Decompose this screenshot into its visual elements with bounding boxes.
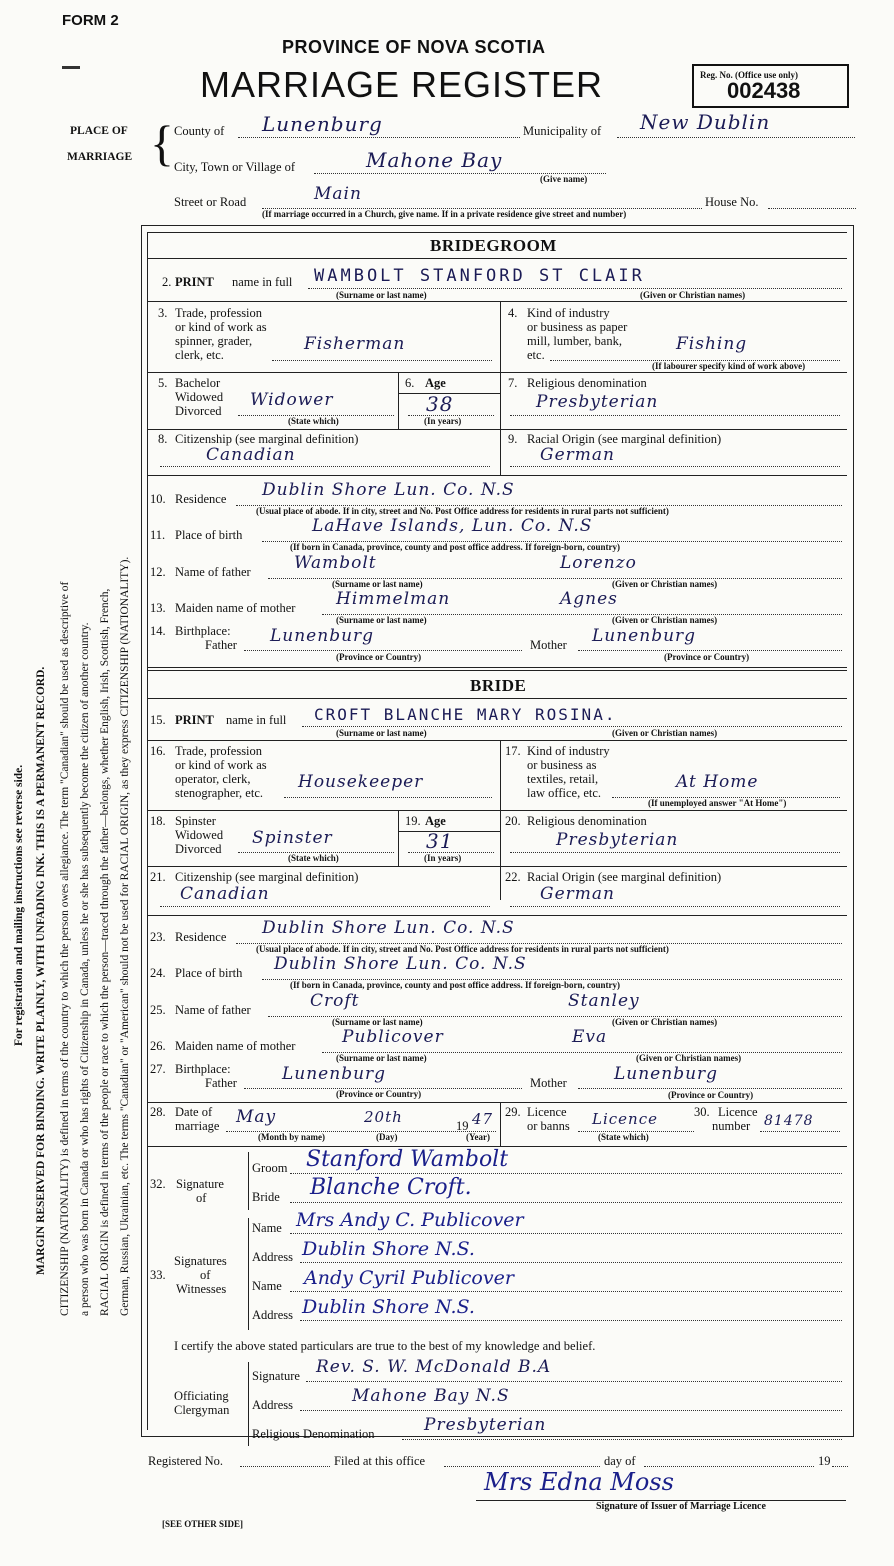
issuer-caption: Signature of Issuer of Marriage Licence <box>596 1501 766 1512</box>
witnesses-label: of <box>200 1268 211 1282</box>
item-number: 30. <box>694 1105 710 1119</box>
groom-father-surname: Wambolt <box>294 553 377 573</box>
clergy-signature-label: Signature <box>252 1369 300 1383</box>
years-caption: (In years) <box>424 853 462 863</box>
age-label: Age <box>425 814 446 828</box>
item-number: 21. <box>150 870 166 884</box>
given-caption: (Given or Christian names) <box>612 728 718 738</box>
witness-address-label: Address <box>252 1308 293 1322</box>
state-which-caption: (State which) <box>288 416 339 426</box>
licence-number-label: Licence <box>718 1105 758 1119</box>
year-caption: (Year) <box>466 1132 490 1142</box>
item-number: 4. <box>508 306 518 320</box>
marriage-month: May <box>236 1107 277 1127</box>
province-caption: (Province or Country) <box>336 1089 422 1099</box>
item-number: 3. <box>158 306 168 320</box>
groom-citizenship: Canadian <box>206 445 296 465</box>
given-caption: (Given or Christian names) <box>612 1017 718 1027</box>
item-number: 14. <box>150 624 166 638</box>
father-label: Name of father <box>175 565 251 579</box>
given-caption: (Given or Christian names) <box>636 1053 742 1063</box>
bride-industry: At Home <box>676 772 759 792</box>
bride-place-of-birth: Dublin Shore Lun. Co. N.S <box>274 954 527 974</box>
margin-binding-notice: MARGIN RESERVED FOR BINDING. WRITE PLAINLY, WITH UNFADING INK. THIS IS A PERMANENT RECORD. <box>35 666 47 1275</box>
industry-label: or business as <box>527 758 597 772</box>
item-number: 16. <box>150 744 166 758</box>
groom-status: Widower <box>250 390 334 410</box>
birthplace-note: (If born in Canada, province, county and post office address. If foreign-born, country) <box>290 980 621 990</box>
house-label: House No. <box>705 195 759 209</box>
residence-label: Residence <box>175 492 227 506</box>
officiating-label: Officiating <box>174 1389 229 1403</box>
status-label: Divorced <box>175 404 222 418</box>
licence-number-label: number <box>712 1119 751 1133</box>
status-label: Bachelor <box>175 376 221 390</box>
trade-label: operator, clerk, <box>175 772 251 786</box>
province-caption: (Province or Country) <box>336 652 422 662</box>
item-number: 15. <box>150 713 166 727</box>
item-number: 27. <box>150 1062 166 1076</box>
groom-father-birthplace: Lunenburg <box>270 626 375 646</box>
item-number: 25. <box>150 1003 166 1017</box>
county-label: County of <box>174 124 225 138</box>
groom-age: 38 <box>426 392 454 416</box>
mother-label: Maiden name of mother <box>175 1039 296 1053</box>
trade-label: or kind of work as <box>175 320 267 334</box>
bridegroom-heading: BRIDEGROOM <box>430 236 557 255</box>
groom-signature: Stanford Wambolt <box>306 1147 509 1172</box>
item-number: 13. <box>150 601 166 615</box>
city-label: City, Town or Village of <box>174 160 296 174</box>
reg-label: Reg. No. (Office use only) <box>700 70 798 80</box>
margin-citizenship-1: CITIZENSHIP (NATIONALITY) is defined in terms of the country to which the person owes allegiance. The term "Canadian" should be used as descriptive of <box>59 581 71 1316</box>
religion-label: Religious denomination <box>527 814 647 828</box>
city-value: Mahone Bay <box>366 148 503 172</box>
margin-instructions: For registration and mailing instructions see reverse side. <box>13 764 25 1046</box>
birthplace-note: (If born in Canada, province, county and post office address. If foreign-born, country) <box>290 542 621 552</box>
clergy-address-label: Address <box>252 1398 293 1412</box>
witness2-name: Andy Cyril Publicover <box>304 1267 514 1289</box>
date-label: marriage <box>175 1119 220 1133</box>
clergy-address: Mahone Bay N.S <box>352 1386 510 1406</box>
item-number: 12. <box>150 565 166 579</box>
groom-industry: Fishing <box>676 334 748 354</box>
surname-caption: (Surname or last name) <box>336 615 427 625</box>
industry-label: textiles, retail, <box>527 772 599 786</box>
clergy-denomination-label: Religious Denomination <box>252 1427 375 1441</box>
father-label: Name of father <box>175 1003 251 1017</box>
given-caption: (Given or Christian names) <box>640 290 746 300</box>
groom-religion: Presbyterian <box>536 392 659 412</box>
margin-racial-1: RACIAL ORIGIN is defined in terms of the people or race to which the person—traced through the father—belongs, whether English, Irish, Scottish, French, <box>99 588 111 1316</box>
residence-note: (Usual place of abode. If in city, street and No. Post Office address for residents in rural parts not sufficient) <box>256 944 669 954</box>
margin-citizenship-2: a person who was born in Canada or who has rights of Citizenship in Canada, unless he or she has subsequently become the citizen of another country. <box>79 622 91 1316</box>
groom-trade: Fisherman <box>304 334 406 354</box>
item-number: 17. <box>505 744 521 758</box>
item-number: 33. <box>150 1268 166 1282</box>
industry-label: Kind of industry <box>527 306 610 320</box>
item-number: 7. <box>508 376 518 390</box>
groom-full-name: WAMBOLT STANFORD ST CLAIR <box>314 266 645 286</box>
trade-label: clerk, etc. <box>175 348 224 362</box>
industry-label: Kind of industry <box>527 744 610 758</box>
filed-label: Filed at this office <box>334 1454 426 1468</box>
bride-father-surname: Croft <box>310 991 360 1011</box>
signature-label: of <box>196 1191 207 1205</box>
bride-residence: Dublin Shore Lun. Co. N.S <box>262 918 515 938</box>
bride-age: 31 <box>426 829 454 853</box>
municipality-value: New Dublin <box>640 110 771 134</box>
brace: { <box>150 115 174 171</box>
witness1-address: Dublin Shore N.S. <box>302 1238 475 1260</box>
years-caption: (In years) <box>424 416 462 426</box>
witness-name-label: Name <box>252 1279 282 1293</box>
street-label: Street or Road <box>174 195 247 209</box>
item-number: 22. <box>505 870 521 884</box>
mother-label: Maiden name of mother <box>175 601 296 615</box>
bride-mother-surname: Publicover <box>342 1027 444 1047</box>
industry-label: law office, etc. <box>527 786 602 800</box>
bride-status: Spinster <box>252 828 333 848</box>
surname-caption: (Surname or last name) <box>332 1017 423 1027</box>
item-number: 5. <box>158 376 168 390</box>
given-caption: (Given or Christian names) <box>612 579 718 589</box>
surname-caption: (Surname or last name) <box>332 579 423 589</box>
bride-father-given: Stanley <box>568 991 640 1011</box>
item-number: 9. <box>508 432 518 446</box>
witness1-name: Mrs Andy C. Publicover <box>296 1209 524 1231</box>
groom-residence: Dublin Shore Lun. Co. N.S <box>262 480 515 500</box>
item-number: 19. <box>405 814 421 828</box>
licence-or-banns: Licence <box>592 1110 658 1128</box>
status-label: Divorced <box>175 842 222 856</box>
trade-label: Trade, profession <box>175 744 263 758</box>
licence-number: 81478 <box>764 1113 814 1129</box>
print-label: name in full <box>232 275 293 289</box>
municipality-label: Municipality of <box>523 124 602 138</box>
print-bold: PRINT <box>175 275 214 289</box>
punch-mark <box>62 66 80 69</box>
witnesses-label: Signatures <box>174 1254 227 1268</box>
witness-name-label: Name <box>252 1221 282 1235</box>
groom-mother-surname: Himmelman <box>336 589 451 609</box>
print-label: name in full <box>226 713 287 727</box>
item-number: 24. <box>150 966 166 980</box>
licence-label: Licence <box>527 1105 567 1119</box>
trade-label: stenographer, etc. <box>175 786 264 800</box>
witness-address-label: Address <box>252 1250 293 1264</box>
form-label: FORM 2 <box>62 12 119 29</box>
marriage-day: 20th <box>364 1108 403 1126</box>
state-which-caption: (State which) <box>598 1132 649 1142</box>
witnesses-label: Witnesses <box>176 1282 227 1296</box>
province-caption: (Province or Country) <box>668 1090 754 1100</box>
clergy-denomination: Presbyterian <box>424 1415 547 1435</box>
bride-full-name: CROFT BLANCHE MARY ROSINA. <box>314 705 617 724</box>
trade-label: spinner, grader, <box>175 334 253 348</box>
surname-caption: (Surname or last name) <box>336 290 427 300</box>
groom-mother-birthplace: Lunenburg <box>592 626 697 646</box>
item-number: 20. <box>505 814 521 828</box>
surname-caption: (Surname or last name) <box>336 1053 427 1063</box>
groom-racial-origin: German <box>540 445 615 465</box>
bride-heading: BRIDE <box>470 676 527 695</box>
issuer-signature: Mrs Edna Moss <box>484 1468 674 1496</box>
citizenship-label: Citizenship (see marginal definition) <box>175 432 359 446</box>
given-caption: (Given or Christian names) <box>612 615 718 625</box>
place-label-1: PLACE OF <box>70 125 128 137</box>
age-label: Age <box>425 376 446 390</box>
groom-place-of-birth: LaHave Islands, Lun. Co. N.S <box>312 516 593 536</box>
birthplace-label: Place of birth <box>175 528 243 542</box>
bride-mother-birthplace: Lunenburg <box>614 1064 719 1084</box>
witness2-address: Dublin Shore N.S. <box>302 1296 475 1318</box>
groom-father-given: Lorenzo <box>560 553 637 573</box>
clergy-signature: Rev. S. W. McDonald B.A <box>316 1357 552 1377</box>
marriage-year: 47 <box>472 1110 494 1128</box>
residence-note: (Usual place of abode. If in city, street and No. Post Office address for residents in rural parts not sufficient) <box>256 506 669 516</box>
give-name-caption: (Give name) <box>540 174 588 184</box>
bride-signature: Blanche Croft. <box>310 1175 472 1200</box>
birthplace-label: Place of birth <box>175 966 243 980</box>
residence-label: Residence <box>175 930 227 944</box>
marriage-year-prefix: 19 <box>456 1119 469 1133</box>
item-number: 10. <box>150 492 166 506</box>
bride-religion: Presbyterian <box>556 830 679 850</box>
bride-father-birthplace: Lunenburg <box>282 1064 387 1084</box>
print-bold: PRINT <box>175 713 214 727</box>
margin-racial-2: German, Russian, Ukrainian, etc. The terms "Canadian" or "American" should not be used for RACIAL ORIGIN, as they express CITIZENSHIP (NATIONALITY). <box>119 556 131 1316</box>
item-number: 29. <box>505 1105 521 1119</box>
reg-number: 002438 <box>727 78 801 103</box>
street-note: (If marriage occurred in a Church, give name. If in a private residence give street and number) <box>262 209 627 219</box>
father-birthplace-label: Father <box>205 638 237 652</box>
day-of-label: day of <box>604 1454 636 1468</box>
item-number: 6. <box>405 376 415 390</box>
page-title: MARRIAGE REGISTER <box>200 64 604 105</box>
street-value: Main <box>314 184 362 204</box>
province-caption: (Province or Country) <box>664 652 750 662</box>
bride-racial-origin: German <box>540 884 615 904</box>
registered-label: Registered No. <box>148 1454 223 1468</box>
industry-label: mill, lumber, bank, <box>527 334 622 348</box>
item-number: 23. <box>150 930 166 944</box>
licence-label: or banns <box>527 1119 570 1133</box>
certification-text: I certify the above stated particulars are true to the best of my knowledge and belief. <box>174 1339 596 1353</box>
father-birthplace-label: Father <box>205 1076 237 1090</box>
state-which-caption: (State which) <box>288 853 339 863</box>
item-number: 28. <box>150 1105 166 1119</box>
groom-label: Groom <box>252 1161 288 1175</box>
birthplace-parents-label: Birthplace: <box>175 624 231 638</box>
bride-label: Bride <box>252 1190 280 1204</box>
status-label: Spinster <box>175 814 216 828</box>
industry-label: etc. <box>527 348 545 362</box>
county-value: Lunenburg <box>262 112 383 136</box>
officiating-label: Clergyman <box>174 1403 230 1417</box>
bride-mother-given: Eva <box>572 1027 608 1047</box>
citizenship-label: Citizenship (see marginal definition) <box>175 870 359 884</box>
mother-birthplace-label: Mother <box>530 1076 567 1090</box>
groom-mother-given: Agnes <box>560 589 618 609</box>
surname-caption: (Surname or last name) <box>336 728 427 738</box>
birthplace-parents-label: Birthplace: <box>175 1062 231 1076</box>
bride-trade: Housekeeper <box>298 772 424 792</box>
industry-label: or business as paper <box>527 320 628 334</box>
status-label: Widowed <box>175 390 224 404</box>
signature-label: Signature <box>176 1177 224 1191</box>
industry-note: (If labourer specify kind of work above) <box>652 361 806 371</box>
province-title: PROVINCE OF NOVA SCOTIA <box>282 37 546 57</box>
bride-citizenship: Canadian <box>180 884 270 904</box>
day-caption: (Day) <box>376 1132 398 1142</box>
year-label: 19 <box>818 1454 831 1468</box>
racial-origin-label: Racial Origin (see marginal definition) <box>527 432 722 446</box>
trade-label: Trade, profession <box>175 306 263 320</box>
item-number: 18. <box>150 814 166 828</box>
place-label-2: MARRIAGE <box>67 151 133 163</box>
mother-birthplace-label: Mother <box>530 638 567 652</box>
month-caption: (Month by name) <box>258 1132 325 1142</box>
date-label: Date of <box>175 1105 213 1119</box>
trade-label: or kind of work as <box>175 758 267 772</box>
item-number: 11. <box>150 528 166 542</box>
item-number: 26. <box>150 1039 166 1053</box>
item-number: 32. <box>150 1177 166 1191</box>
racial-origin-label: Racial Origin (see marginal definition) <box>527 870 722 884</box>
industry-note: (If unemployed answer "At Home") <box>648 798 787 808</box>
item-number: 2. <box>162 275 172 289</box>
status-label: Widowed <box>175 828 224 842</box>
religion-label: Religious denomination <box>527 376 647 390</box>
see-other-side: [SEE OTHER SIDE] <box>162 1519 244 1529</box>
item-number: 8. <box>158 432 168 446</box>
